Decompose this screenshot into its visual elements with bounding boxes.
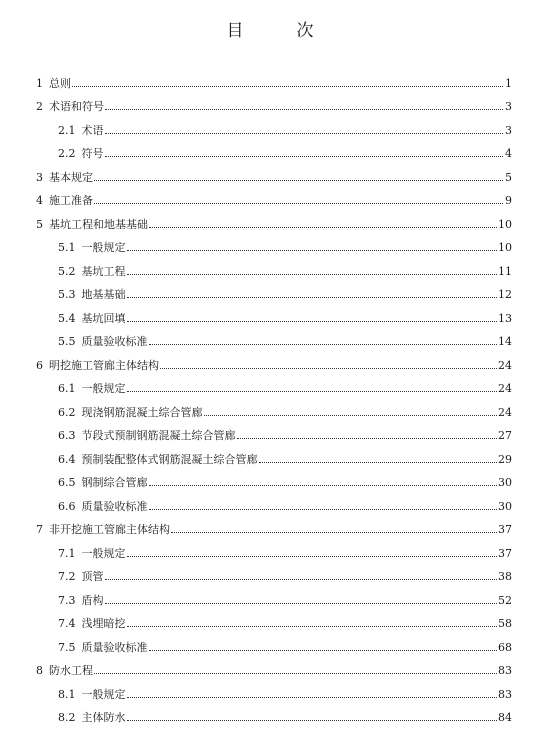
toc-entry-number: 8 (36, 664, 43, 677)
toc-dot-leader (127, 625, 498, 627)
toc-section-row (36, 607, 512, 631)
toc-entry-number: 2 (36, 100, 43, 113)
toc-page-number: 83 (498, 687, 512, 701)
toc-dot-leader (127, 696, 498, 698)
toc-entry-number: 8.2 (58, 711, 76, 724)
toc-dot-leader (127, 719, 498, 721)
toc-entry-number: 6 (36, 358, 43, 372)
toc-section-row (36, 442, 512, 466)
toc-dot-leader (127, 296, 498, 298)
toc-section-row (36, 536, 512, 560)
toc-page-number: 29 (498, 452, 512, 466)
toc-page-number: 68 (498, 640, 512, 654)
toc-entry-label: 钢制综合管廊 (81, 476, 148, 489)
toc-entry-label: 一般规定 (81, 382, 126, 395)
toc-dot-leader (204, 414, 498, 416)
toc-entry-label: 明挖施工管廊主体结构 (49, 358, 159, 372)
toc-chapter-row (36, 160, 512, 184)
toc-entry-label: 主体防水 (81, 711, 126, 724)
toc-entry-label: 基坑回填 (81, 311, 126, 325)
toc-chapter-row (36, 207, 512, 231)
toc-entry-number: 6.4 (58, 452, 76, 466)
toc-entry-label: 一般规定 (81, 687, 126, 701)
toc-entry-number: 3 (36, 170, 43, 184)
toc-section-row (36, 372, 512, 396)
toc-chapter-row (36, 90, 512, 114)
toc-page-number: 5 (505, 170, 512, 184)
toc-dot-leader (105, 155, 504, 157)
toc-page-number: 24 (498, 382, 512, 395)
toc-entry-number: 7.4 (58, 617, 76, 630)
toc-page-number: 24 (498, 358, 512, 372)
toc-dot-leader (127, 555, 498, 557)
toc-section-row (36, 583, 512, 607)
toc-entry-number: 5 (36, 217, 43, 231)
toc-page-number: 13 (498, 311, 512, 325)
toc-entry-number: 4 (36, 194, 43, 207)
toc-section-row (36, 137, 512, 161)
toc-section-row (36, 395, 512, 419)
toc-dot-leader (160, 367, 497, 369)
toc-section-row (36, 701, 512, 725)
toc-entry-number: 5.2 (58, 264, 76, 278)
toc-dot-leader (149, 649, 498, 651)
toc-page-number: 3 (505, 123, 512, 137)
toc-page-number: 3 (505, 100, 512, 113)
toc-page-number: 37 (498, 546, 512, 560)
toc-section-row (36, 231, 512, 255)
toc-page-number: 27 (498, 429, 512, 442)
toc-entry-number: 1 (36, 76, 43, 90)
toc-entry-label: 现浇钢筋混凝土综合管廊 (81, 405, 203, 419)
toc-list (36, 66, 512, 724)
toc-entry-label: 浅埋暗挖 (81, 617, 126, 630)
toc-chapter-row (36, 654, 512, 678)
toc-entry-number: 5.3 (58, 288, 76, 301)
toc-entry-label: 预制装配整体式钢筋混凝土综合管廊 (81, 452, 258, 466)
toc-entry-number: 6.3 (58, 429, 76, 442)
toc-entry-label: 非开挖施工管廊主体结构 (49, 523, 170, 536)
toc-page-number: 30 (498, 476, 512, 489)
toc-page-number: 1 (505, 76, 512, 90)
toc-page-number: 30 (498, 499, 512, 513)
toc-section-row (36, 325, 512, 349)
toc-page-number: 4 (505, 147, 512, 160)
toc-entry-label: 顶管 (81, 570, 104, 583)
toc-dot-leader (127, 320, 498, 322)
toc-dot-leader (149, 508, 498, 510)
toc-page-number: 83 (498, 664, 512, 677)
toc-title: 目 次 (226, 21, 332, 41)
toc-page-number: 37 (498, 523, 512, 536)
toc-entry-number: 2.1 (58, 123, 76, 137)
toc-entry-label: 盾构 (81, 593, 104, 607)
toc-entry-label: 地基基础 (81, 288, 126, 301)
toc-entry-label: 一般规定 (81, 546, 126, 560)
toc-dot-leader (72, 85, 503, 87)
toc-page-number: 24 (498, 405, 512, 419)
toc-entry-number: 6.6 (58, 499, 76, 513)
toc-page-number: 52 (498, 593, 512, 607)
toc-entry-label: 质量验收标准 (81, 640, 148, 654)
toc-entry-label: 基坑工程 (81, 264, 126, 278)
toc-entry-label: 一般规定 (81, 241, 126, 254)
toc-section-row (36, 113, 512, 137)
toc-dot-leader (105, 132, 504, 134)
toc-page-number: 10 (498, 217, 512, 231)
toc-dot-leader (237, 437, 498, 439)
toc-page-number: 12 (498, 288, 512, 301)
toc-dot-leader (171, 531, 497, 533)
toc-section-row (36, 301, 512, 325)
toc-dot-leader (149, 343, 498, 345)
toc-entry-number: 7.2 (58, 570, 76, 583)
toc-section-row (36, 489, 512, 513)
toc-entry-label: 基本规定 (49, 170, 93, 184)
toc-entry-label: 施工准备 (49, 194, 93, 207)
toc-dot-leader (259, 461, 498, 463)
toc-page-number: 84 (498, 711, 512, 724)
toc-dot-leader (127, 273, 498, 275)
toc-dot-leader (105, 578, 498, 580)
toc-entry-label: 总则 (49, 76, 71, 90)
toc-entry-label: 防水工程 (49, 664, 93, 677)
toc-section-row (36, 254, 512, 278)
toc-chapter-row (36, 66, 512, 90)
toc-section-row (36, 419, 512, 443)
toc-entry-label: 术语和符号 (49, 100, 104, 113)
toc-dot-leader (105, 108, 503, 110)
toc-section-row (36, 560, 512, 584)
toc-entry-label: 质量验收标准 (81, 335, 148, 348)
toc-entry-label: 符号 (81, 147, 104, 160)
toc-entry-label: 质量验收标准 (81, 499, 148, 513)
toc-dot-leader (149, 484, 498, 486)
toc-dot-leader (149, 226, 497, 228)
toc-section-row (36, 278, 512, 302)
toc-entry-number: 8.1 (58, 687, 76, 701)
toc-entry-number: 6.1 (58, 382, 76, 395)
toc-page-number: 10 (498, 241, 512, 254)
toc-entry-number: 2.2 (58, 147, 76, 160)
toc-entry-number: 5.5 (58, 335, 76, 348)
toc-dot-leader (127, 390, 498, 392)
toc-entry-number: 5.4 (58, 311, 76, 325)
toc-entry-number: 7.3 (58, 593, 76, 607)
toc-page-number: 38 (498, 570, 512, 583)
toc-dot-leader (94, 672, 497, 674)
toc-page-number: 14 (498, 335, 512, 348)
toc-entry-label: 节段式预制钢筋混凝土综合管廊 (81, 429, 236, 442)
toc-entry-number: 7 (36, 523, 43, 536)
toc-chapter-row (36, 348, 512, 372)
toc-entry-number: 6.2 (58, 405, 76, 419)
toc-section-row (36, 466, 512, 490)
toc-entry-label: 基坑工程和地基基础 (49, 217, 148, 231)
toc-dot-leader (94, 179, 503, 181)
toc-chapter-row (36, 184, 512, 208)
toc-entry-number: 7.5 (58, 640, 76, 654)
toc-dot-leader (127, 249, 498, 251)
toc-entry-number: 7.1 (58, 546, 76, 560)
toc-dot-leader (105, 602, 498, 604)
toc-page-number: 58 (498, 617, 512, 630)
toc-entry-number: 5.1 (58, 241, 76, 254)
toc-page-number: 9 (505, 194, 512, 207)
toc-section-row (36, 630, 512, 654)
toc-entry-label: 术语 (81, 123, 104, 137)
toc-page-number: 11 (498, 264, 512, 278)
toc-entry-number: 6.5 (58, 476, 76, 489)
toc-section-row (36, 677, 512, 701)
toc-chapter-row (36, 513, 512, 537)
toc-dot-leader (94, 202, 503, 204)
